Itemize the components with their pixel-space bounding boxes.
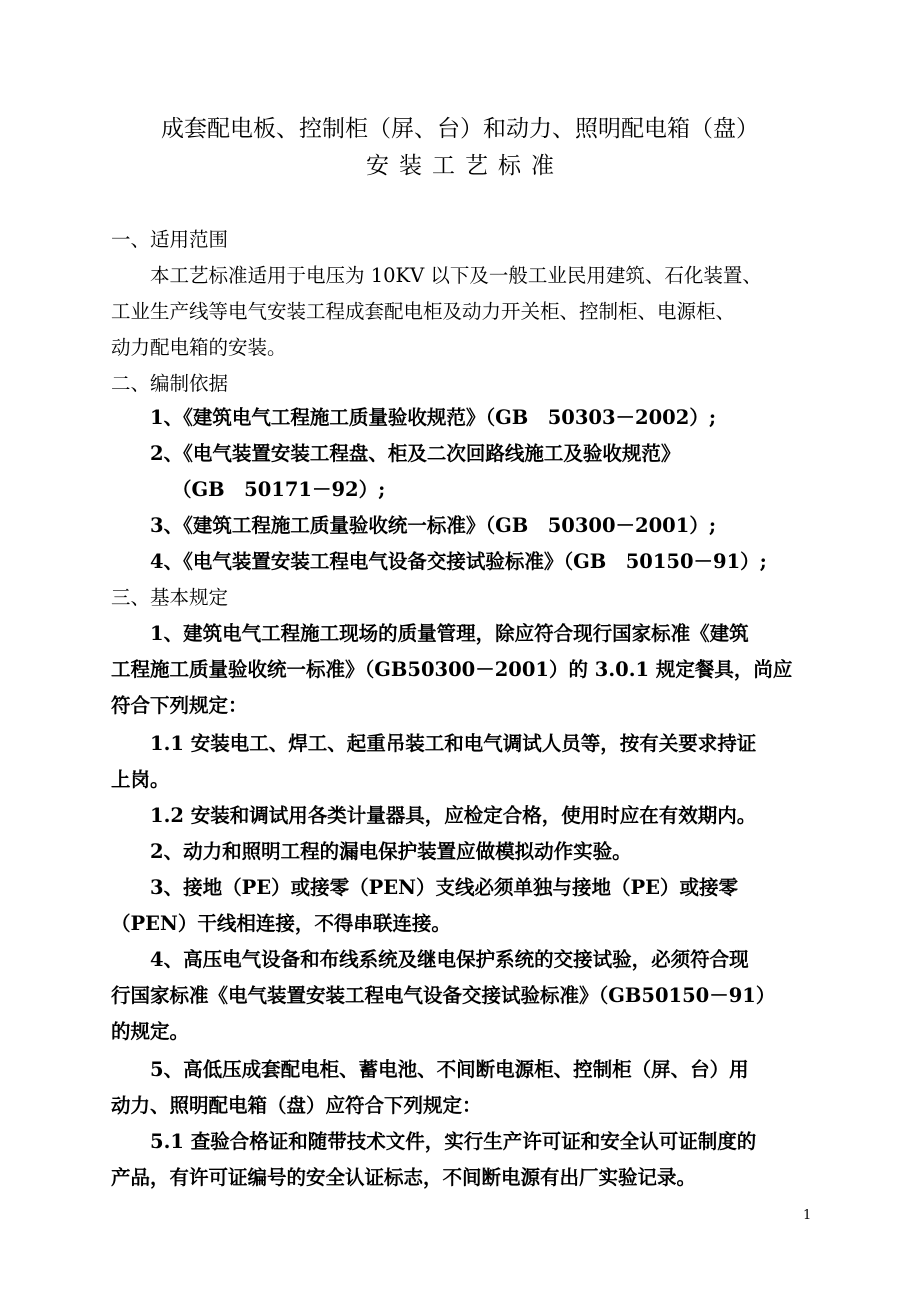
paragraph-line: 符合下列规定： [111, 694, 248, 717]
paragraph-line: 3、接地（PE）或接零（PEN）支线必须单独与接地（PE）或接零 [150, 876, 738, 899]
paragraph-line [150, 262, 762, 290]
paragraph-line: 1.2 安装和调试用各类计量器具，应检定合格，使用时应在有效期内。 [150, 804, 757, 827]
document-title-line1: 成套配电板、控制柜（屏、台）和动力、照明配电箱（盘） [161, 116, 759, 142]
section-heading-rules: 三、基本规定 [111, 586, 229, 609]
paragraph-line: 产品，有许可证编号的安全认证标志，不间断电源有出厂实验记录。 [111, 1166, 697, 1189]
paragraph-line: 的规定。 [111, 1020, 190, 1043]
paragraph-line: 动力配电箱的安装。 [111, 336, 287, 359]
paragraph-line: 5.1 查验合格证和随带技术文件，实行生产许可证和安全认可证制度的 [150, 1130, 757, 1153]
list-item-continuation: （GB 50171－92）; [172, 478, 386, 501]
paragraph-line: 工业生产线等电气安装工程成套配电柜及动力开关柜、控制柜、电源柜、 [111, 300, 736, 323]
list-item: 1、《建筑电气工程施工质量验收规范》（GB 50303－2002）; [150, 406, 717, 429]
paragraph-line: （PEN）干线相连接，不得串联连接。 [111, 912, 451, 935]
list-item: 4、《电气装置安装工程电气设备交接试验标准》（GB 50150－91）; [150, 550, 767, 573]
paragraph-line: 2、动力和照明工程的漏电保护装置应做模拟动作实验。 [150, 840, 632, 863]
text-run: 本工艺标准适用于电压为 10KV 以下及一般工业民用建筑、石化装置、 [150, 264, 762, 287]
section-heading-basis: 二、编制依据 [111, 372, 229, 395]
paragraph-line: 上岗。 [111, 768, 170, 791]
paragraph-line: 工程施工质量验收统一标准》（GB50300－2001）的 3.0.1 规定餐具，尚应 [111, 658, 793, 681]
paragraph-line: 动力、照明配电箱（盘）应符合下列规定： [111, 1094, 482, 1117]
paragraph-line: 行国家标准《电气装置安装工程电气设备交接试验标准》（GB50150－91） [111, 984, 776, 1007]
paragraph-line: 4、高压电气设备和布线系统及继电保护系统的交接试验，必须符合现 [150, 948, 749, 971]
page-number: 1 [803, 1208, 812, 1223]
list-item: 2、《电气装置安装工程盘、柜及二次回路线施工及验收规范》 [150, 442, 681, 465]
list-item: 3、《建筑工程施工质量验收统一标准》（GB 50300－2001）; [150, 514, 717, 537]
section-heading-scope: 一、适用范围 [111, 228, 229, 251]
paragraph-line: 1.1 安装电工、焊工、起重吊装工和电气调试人员等，按有关要求持证 [150, 732, 757, 755]
document-title-line2: 安装工艺标准 [366, 153, 564, 179]
paragraph-line: 5、高低压成套配电柜、蓄电池、不间断电源柜、控制柜（屏、台）用 [150, 1058, 749, 1081]
paragraph-line: 1、建筑电气工程施工现场的质量管理，除应符合现行国家标准《建筑 [150, 622, 749, 645]
